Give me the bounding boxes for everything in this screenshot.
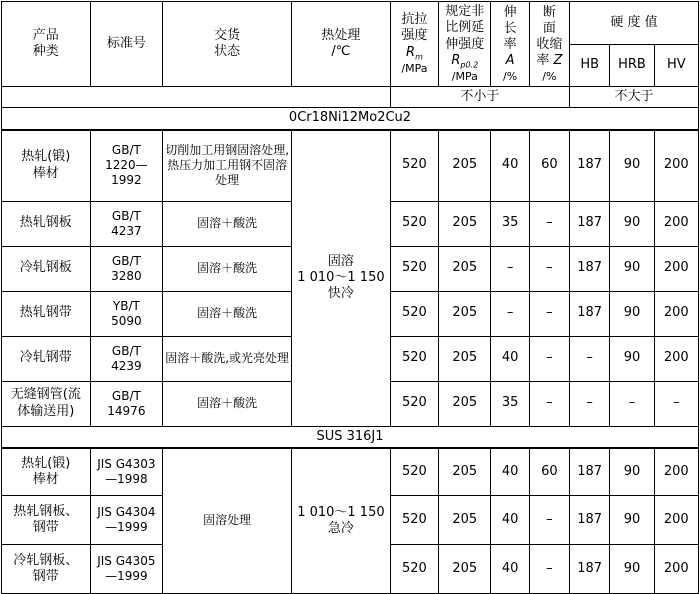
product-line2: 钢带 xyxy=(32,519,59,535)
standard-line2: —1999 xyxy=(105,519,148,534)
product-type-cell xyxy=(2,495,91,544)
header-reduction-unit: /% xyxy=(542,69,557,83)
tensile-value: 520 xyxy=(390,381,438,426)
table-row xyxy=(2,130,699,202)
header-elong-line3: 率 xyxy=(503,37,517,53)
reduction-value: – xyxy=(529,201,569,246)
product-line1: 冷轧钢板、 xyxy=(13,552,79,568)
hrb-value: 90 xyxy=(610,246,654,291)
grade-title-row-1 xyxy=(2,108,699,130)
standard-line1: GB/T xyxy=(111,253,141,268)
reduction-value: – xyxy=(529,544,569,593)
delivery-cell: 固溶＋酸洗 xyxy=(163,291,292,336)
standard-cell xyxy=(90,201,163,246)
standard-line1: GB/T xyxy=(111,343,141,358)
hrb-value: 90 xyxy=(610,544,654,593)
standard-line1: GB/T xyxy=(111,143,141,158)
elongation-value: 40 xyxy=(491,544,529,593)
header-tensile-unit: /MPa xyxy=(401,62,428,76)
hb-value: 187 xyxy=(570,495,610,544)
tensile-value: 520 xyxy=(390,495,438,544)
reduction-value: – xyxy=(529,246,569,291)
standard-cell xyxy=(90,291,163,336)
product-line2: 棒材 xyxy=(32,471,59,487)
proof-value: 205 xyxy=(439,336,491,381)
proof-value: 205 xyxy=(439,495,491,544)
elongation-value: 35 xyxy=(491,381,529,426)
standard-cell xyxy=(90,448,163,496)
delivery-cell: 固溶＋酸洗 xyxy=(163,246,292,291)
limit-row-blank xyxy=(2,87,391,108)
heat-line1: 1 010～1 150 xyxy=(297,504,385,520)
tensile-value: 520 xyxy=(390,246,438,291)
standard-cell xyxy=(90,336,163,381)
elongation-value: 40 xyxy=(491,130,529,202)
delivery-cell: 固溶处理 xyxy=(163,448,292,594)
standard-line1: GB/T xyxy=(111,388,141,403)
product-line1: 无缝钢管(流 xyxy=(10,387,81,403)
header-delivery-line2: 状态 xyxy=(214,44,241,60)
standard-cell xyxy=(90,495,163,544)
hv-value: 200 xyxy=(654,495,698,544)
hv-value: 200 xyxy=(654,130,698,202)
hb-value: 187 xyxy=(570,246,610,291)
hv-value: 200 xyxy=(654,336,698,381)
elongation-value: 40 xyxy=(491,448,529,496)
hrb-value: 90 xyxy=(610,291,654,336)
header-elongation xyxy=(491,2,529,87)
header-heat-treatment xyxy=(292,2,391,87)
standard-line2: 4239 xyxy=(111,358,142,373)
header-heat-line1: 热处理 xyxy=(321,27,361,43)
proof-value: 205 xyxy=(439,291,491,336)
standard-line1: YB/T xyxy=(112,298,140,313)
proof-value: 205 xyxy=(439,448,491,496)
header-heat-line2: /℃ xyxy=(331,44,351,60)
header-proof-strength xyxy=(439,2,491,87)
header-reduction-line2: 面 xyxy=(542,20,556,36)
hv-value: 200 xyxy=(654,544,698,593)
standard-line2: 1220—1992 xyxy=(105,158,148,188)
reduction-value: – xyxy=(529,495,569,544)
product-type-cell xyxy=(2,381,91,426)
tensile-value: 520 xyxy=(390,544,438,593)
tensile-value: 520 xyxy=(390,130,438,202)
hb-value: 187 xyxy=(570,291,610,336)
header-elong-line2: 长 xyxy=(503,20,517,36)
reduction-value: – xyxy=(529,291,569,336)
header-reduction-sym: Z xyxy=(553,53,563,69)
standard-line2: —1998 xyxy=(105,471,148,486)
limit-not-greater-than: 不大于 xyxy=(570,87,699,108)
delivery-cell: 固溶＋酸洗 xyxy=(163,381,292,426)
hv-value: 200 xyxy=(654,448,698,496)
header-standard-no: 标准号 xyxy=(90,2,163,87)
standard-line2: —1999 xyxy=(105,568,148,583)
header-product-type xyxy=(2,2,91,87)
header-hb: HB xyxy=(570,44,610,87)
proof-value: 205 xyxy=(439,130,491,202)
hb-value: 187 xyxy=(570,544,610,593)
standard-cell xyxy=(90,381,163,426)
header-elong-line1: 伸 xyxy=(503,4,517,20)
heat-line1: 固溶 xyxy=(327,253,354,269)
product-line2: 钢带 xyxy=(32,568,59,584)
header-tensile-symbol xyxy=(393,45,436,63)
product-line2: 体输送用) xyxy=(17,403,75,419)
header-tensile-sym-sub: m xyxy=(415,52,423,62)
limit-not-less-than: 不小于 xyxy=(390,87,569,108)
header-hv: HV xyxy=(654,44,698,87)
header-elong-sym: A xyxy=(505,53,515,69)
product-type-cell: 热轧钢板 xyxy=(2,201,91,246)
header-hrb: HRB xyxy=(610,44,654,87)
hv-value: 200 xyxy=(654,246,698,291)
header-tensile-sym: R xyxy=(406,44,416,60)
heat-treatment-cell xyxy=(292,448,391,594)
header-proof-sym-sub: p0.2 xyxy=(460,60,479,70)
standard-cell xyxy=(90,130,163,202)
tensile-value: 520 xyxy=(390,448,438,496)
header-delivery-state xyxy=(163,2,292,87)
heat-line2: 急冷 xyxy=(327,520,354,536)
header-elong-unit: /% xyxy=(503,69,518,83)
hv-value: 200 xyxy=(654,291,698,336)
heat-line3: 快冷 xyxy=(327,286,354,302)
header-reduction-line1: 断 xyxy=(542,4,556,20)
delivery-cell: 固溶＋酸洗,或光亮处理 xyxy=(163,336,292,381)
grade-title-1: 0Cr18Ni12Mo2Cu2 xyxy=(2,108,699,130)
standard-line1: JIS G4305 xyxy=(97,553,156,568)
hv-value: 200 xyxy=(654,201,698,246)
hrb-value: 90 xyxy=(610,448,654,496)
document-page xyxy=(0,1,700,584)
standard-line2: 4237 xyxy=(111,223,142,238)
grade-title-row-2 xyxy=(2,426,699,448)
standard-line1: JIS G4304 xyxy=(97,504,156,519)
product-line1: 热轧(锻) xyxy=(21,149,71,165)
header-reduction-line3: 收缩 xyxy=(536,37,563,53)
elongation-value: – xyxy=(491,291,529,336)
heat-treatment-cell xyxy=(292,130,391,427)
product-line1: 热轧(锻) xyxy=(21,455,71,471)
standard-line2: 3280 xyxy=(111,268,142,283)
standard-cell xyxy=(90,246,163,291)
reduction-value: 60 xyxy=(529,448,569,496)
table-header-row xyxy=(2,2,699,45)
header-proof-symbol xyxy=(441,53,488,71)
delivery-cell: 切削加工用钢固溶处理,热压力加工用钢不固溶处理 xyxy=(163,130,292,202)
header-reduction-line4 xyxy=(532,53,567,69)
product-type-cell: 冷轧钢带 xyxy=(2,336,91,381)
header-tensile-line2: 强度 xyxy=(401,28,428,44)
proof-value: 205 xyxy=(439,201,491,246)
product-line2: 棒材 xyxy=(32,165,59,181)
specification-table xyxy=(1,1,699,594)
hb-value: 187 xyxy=(570,201,610,246)
hrb-value: 90 xyxy=(610,130,654,202)
reduction-value: – xyxy=(529,336,569,381)
product-type-cell: 热轧钢带 xyxy=(2,291,91,336)
elongation-value: – xyxy=(491,246,529,291)
delivery-cell: 固溶＋酸洗 xyxy=(163,201,292,246)
proof-value: 205 xyxy=(439,381,491,426)
product-type-cell xyxy=(2,130,91,202)
reduction-value: 60 xyxy=(529,130,569,202)
header-hardness-group: 硬 度 值 xyxy=(570,2,699,45)
hrb-value: 90 xyxy=(610,495,654,544)
limit-row xyxy=(2,87,699,108)
header-product-type-line1: 产品 xyxy=(32,27,59,43)
tensile-value: 520 xyxy=(390,201,438,246)
header-proof-line3: 伸强度 xyxy=(445,36,485,52)
tensile-value: 520 xyxy=(390,336,438,381)
grade-title-2: SUS 316J1 xyxy=(2,426,699,448)
product-type-cell xyxy=(2,544,91,593)
hrb-value: 90 xyxy=(610,336,654,381)
header-delivery-line1: 交货 xyxy=(214,27,241,43)
hb-value: 187 xyxy=(570,130,610,202)
product-line1: 热轧钢板、 xyxy=(13,503,79,519)
hrb-value: – xyxy=(610,381,654,426)
product-type-cell: 冷轧钢板 xyxy=(2,246,91,291)
hb-value: 187 xyxy=(570,448,610,496)
header-tensile-line1: 抗拉 xyxy=(401,12,428,28)
header-proof-line2: 比例延 xyxy=(445,20,485,36)
proof-value: 205 xyxy=(439,246,491,291)
header-reduction-l4-text: 率 xyxy=(536,53,550,69)
standard-line1: GB/T xyxy=(111,208,141,223)
hb-value: – xyxy=(570,381,610,426)
hb-value: – xyxy=(570,336,610,381)
header-proof-line1: 规定非 xyxy=(445,4,485,19)
proof-value: 205 xyxy=(439,544,491,593)
table-row xyxy=(2,448,699,496)
header-proof-unit: /MPa xyxy=(451,70,478,84)
elongation-value: 40 xyxy=(491,336,529,381)
header-tensile-strength xyxy=(390,2,438,87)
standard-line2: 14976 xyxy=(107,403,146,418)
standard-line2: 5090 xyxy=(111,313,142,328)
standard-line1: JIS G4303 xyxy=(97,456,156,471)
standard-cell xyxy=(90,544,163,593)
heat-line2: 1 010～1 150 xyxy=(297,269,385,285)
product-type-cell xyxy=(2,448,91,496)
tensile-value: 520 xyxy=(390,291,438,336)
elongation-value: 40 xyxy=(491,495,529,544)
header-product-type-line2: 种类 xyxy=(32,44,59,60)
header-proof-sym: R xyxy=(451,52,461,68)
elongation-value: 35 xyxy=(491,201,529,246)
hv-value: – xyxy=(654,381,698,426)
header-reduction-of-area xyxy=(529,2,569,87)
reduction-value: – xyxy=(529,381,569,426)
hrb-value: 90 xyxy=(610,201,654,246)
